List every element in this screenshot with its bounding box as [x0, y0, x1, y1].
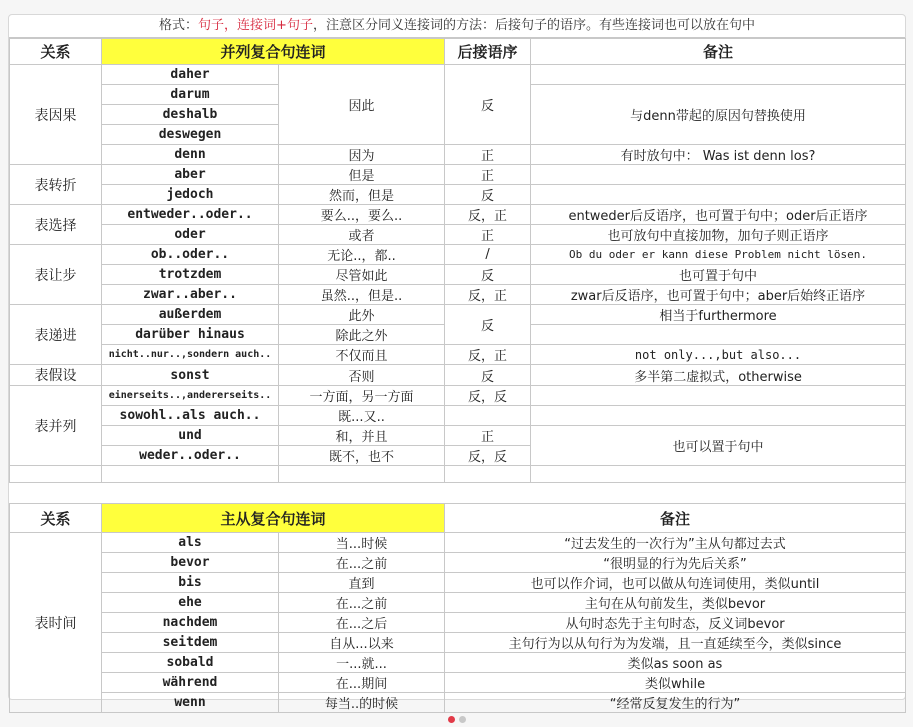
- page-dot-1[interactable]: [448, 716, 455, 723]
- relation-hypothesis: 表假设: [10, 365, 102, 386]
- meaning-therefore: 因此: [279, 65, 445, 145]
- meaning-ehe: 在...之前: [279, 593, 445, 613]
- note-denn: 有时放句中： Was ist denn los?: [531, 145, 906, 165]
- word-ob: ob..oder..: [102, 245, 279, 265]
- order-denn: 正: [445, 145, 531, 165]
- word-sonst: sonst: [102, 365, 279, 386]
- blank-cell: [279, 466, 445, 483]
- page-indicator: [0, 708, 913, 727]
- blank-cell: [10, 466, 102, 483]
- word-nachdem: nachdem: [102, 613, 279, 633]
- table-row: [10, 305, 906, 325]
- subordinating-conjunctions-table: [9, 503, 906, 713]
- table-row: [10, 145, 906, 165]
- meaning-aber: 但是: [279, 165, 445, 185]
- table-row: [10, 613, 906, 633]
- header-subordinating-conjunctions: 主从复合句连词: [102, 504, 445, 533]
- table-row: [10, 65, 906, 85]
- header-coordinating-conjunctions: 并列复合句连词: [102, 39, 445, 65]
- word-aber: aber: [102, 165, 279, 185]
- meaning-entweder: 要么..，要么..: [279, 205, 445, 225]
- note-ob: Ob du oder er kann diese Problem nicht lösen.: [531, 245, 906, 265]
- note-als: “过去发生的一次行为”主从句都过去式: [445, 533, 906, 553]
- word-seitdem: seitdem: [102, 633, 279, 653]
- word-ausserdem: außerdem: [102, 305, 279, 325]
- note-empty: [531, 406, 906, 426]
- meaning-oder: 或者: [279, 225, 445, 245]
- table-row: [10, 653, 906, 673]
- note-entweder: entweder后反语序，也可置于句中；oder后正语序: [531, 205, 906, 225]
- table-row: [10, 386, 906, 406]
- table-row: [10, 593, 906, 613]
- word-wenn: wenn: [102, 693, 279, 713]
- coordinating-conjunctions-table: [9, 38, 906, 483]
- table-row: [10, 345, 906, 365]
- word-als: als: [102, 533, 279, 553]
- meaning-bis: 直到: [279, 573, 445, 593]
- order-ob: /: [445, 245, 531, 265]
- order-entweder: 反，正: [445, 205, 531, 225]
- note-nachdem: 从句时态先于主句时态，反义词bevor: [445, 613, 906, 633]
- meaning-sonst: 否则: [279, 365, 445, 386]
- table-row: [10, 633, 906, 653]
- header-word-order: 后接语序: [445, 39, 531, 65]
- meaning-sowohl: 既...又..: [279, 406, 445, 426]
- relation-contrast: 表转折: [10, 165, 102, 205]
- word-oder: oder: [102, 225, 279, 245]
- note-waehrend: 类似while: [445, 673, 906, 693]
- header-relation: 关系: [10, 39, 102, 65]
- meaning-trotzdem: 尽管如此: [279, 265, 445, 285]
- table-row: [10, 406, 906, 426]
- word-sobald: sobald: [102, 653, 279, 673]
- format-note-highlight: 句子，连接词+句子: [198, 18, 313, 33]
- meaning-nachdem: 在...之后: [279, 613, 445, 633]
- table-row: [10, 365, 906, 386]
- meaning-und: 和，并且: [279, 426, 445, 446]
- word-deshalb: deshalb: [102, 105, 279, 125]
- order-sowohl-empty: [445, 406, 531, 426]
- table-row: [10, 553, 906, 573]
- relation-progression: 表递进: [10, 305, 102, 365]
- table-row: [10, 185, 906, 205]
- relation-cause: 表因果: [10, 65, 102, 165]
- meaning-als: 当...时候: [279, 533, 445, 553]
- note-empty: [531, 165, 906, 185]
- table-row: [10, 285, 906, 305]
- order-therefore: 反: [445, 65, 531, 145]
- note-seitdem: 主句行为以从句行为为发端，且一直延续至今，类似since: [445, 633, 906, 653]
- meaning-waehrend: 在...期间: [279, 673, 445, 693]
- order-und: 正: [445, 426, 531, 446]
- table-row: [10, 165, 906, 185]
- order-sonst: 反: [445, 365, 531, 386]
- table-row: [10, 265, 906, 285]
- format-note-prefix: 格式：: [159, 18, 199, 33]
- word-darum: darum: [102, 85, 279, 105]
- note-sobald: 类似as soon as: [445, 653, 906, 673]
- meaning-ausserdem: 此外: [279, 305, 445, 325]
- note-sonst: 多半第二虚拟式，otherwise: [531, 365, 906, 386]
- note-und-weder: 也可以置于句中: [531, 426, 906, 466]
- meaning-jedoch: 然而，但是: [279, 185, 445, 205]
- table-row: [10, 533, 906, 553]
- blank-row: [10, 466, 906, 483]
- note-empty: [531, 386, 906, 406]
- order-aber: 正: [445, 165, 531, 185]
- order-zwar: 反，正: [445, 285, 531, 305]
- word-jedoch: jedoch: [102, 185, 279, 205]
- order-trotzdem: 反: [445, 265, 531, 285]
- word-darueber-hinaus: darüber hinaus: [102, 325, 279, 345]
- format-note: [9, 15, 905, 38]
- word-deswegen: deswegen: [102, 125, 279, 145]
- format-note-text: ，注意区分同义连接词的方法：后接句子的语序。有些连接词也可以放在句中: [312, 18, 755, 33]
- word-sowohl: sowohl..als auch..: [102, 406, 279, 426]
- header-notes: 备注: [531, 39, 906, 65]
- note-zwar: zwar后反语序，也可置于句中；aber后始终正语序: [531, 285, 906, 305]
- meaning-bevor: 在...之前: [279, 553, 445, 573]
- note-wenn: “经常反复发生的行为”: [445, 693, 906, 713]
- blank-cell: [102, 466, 279, 483]
- word-und: und: [102, 426, 279, 446]
- order-nicht-nur: 反，正: [445, 345, 531, 365]
- table-row: [10, 205, 906, 225]
- word-bis: bis: [102, 573, 279, 593]
- note-empty: [531, 325, 906, 345]
- note-ehe: 主句在从句前发生，类似bevor: [445, 593, 906, 613]
- note-nicht-nur: not only...,but also...: [531, 345, 906, 365]
- order-einerseits: 反，反: [445, 386, 531, 406]
- word-einerseits: einerseits..,andererseits..: [102, 386, 279, 406]
- word-zwar: zwar..aber..: [102, 285, 279, 305]
- page-dot-2[interactable]: [459, 716, 466, 723]
- header-relation: 关系: [10, 504, 102, 533]
- meaning-sobald: 一...就...: [279, 653, 445, 673]
- table-row: [10, 225, 906, 245]
- meaning-seitdem: 自从...以来: [279, 633, 445, 653]
- table-row: [10, 245, 906, 265]
- table-header-row: [10, 504, 906, 533]
- word-daher: daher: [102, 65, 279, 85]
- header-notes: 备注: [445, 504, 906, 533]
- grammar-sheet: [8, 14, 906, 712]
- meaning-ob: 无论..，都..: [279, 245, 445, 265]
- relation-time: 表时间: [10, 533, 102, 713]
- word-bevor: bevor: [102, 553, 279, 573]
- meaning-denn: 因为: [279, 145, 445, 165]
- word-trotzdem: trotzdem: [102, 265, 279, 285]
- relation-concession: 表让步: [10, 245, 102, 305]
- order-weder: 反，反: [445, 446, 531, 466]
- meaning-zwar: 虽然..，但是..: [279, 285, 445, 305]
- relation-parallel: 表并列: [10, 386, 102, 466]
- meaning-nicht-nur: 不仅而且: [279, 345, 445, 365]
- order-oder: 正: [445, 225, 531, 245]
- note-oder: 也可放句中直接加物，加句子则正语序: [531, 225, 906, 245]
- meaning-darueber-hinaus: 除此之外: [279, 325, 445, 345]
- note-empty: [531, 65, 906, 85]
- note-empty: [531, 185, 906, 205]
- order-ausserdem: 反: [445, 305, 531, 345]
- blank-cell: [445, 466, 531, 483]
- order-jedoch: 反: [445, 185, 531, 205]
- note-bevor: “很明显的行为先后关系”: [445, 553, 906, 573]
- word-ehe: ehe: [102, 593, 279, 613]
- word-denn: denn: [102, 145, 279, 165]
- meaning-einerseits: 一方面，另一方面: [279, 386, 445, 406]
- table-row: [10, 426, 906, 446]
- note-bis: 也可以作介词，也可以做从句连词使用，类似until: [445, 573, 906, 593]
- word-entweder: entweder..oder..: [102, 205, 279, 225]
- word-nicht-nur: nicht..nur..,sondern auch..: [102, 345, 279, 365]
- table-row: [10, 573, 906, 593]
- relation-choice: 表选择: [10, 205, 102, 245]
- meaning-weder: 既不，也不: [279, 446, 445, 466]
- table-header-row: [10, 39, 906, 65]
- word-waehrend: während: [102, 673, 279, 693]
- note-ausserdem: 相当于furthermore: [531, 305, 906, 325]
- blank-cell: [531, 466, 906, 483]
- note-trotzdem: 也可置于句中: [531, 265, 906, 285]
- note-cause: 与denn带起的原因句替换使用: [531, 85, 906, 145]
- word-weder: weder..oder..: [102, 446, 279, 466]
- table-row: [10, 673, 906, 693]
- meaning-wenn: 每当..的时候: [279, 693, 445, 713]
